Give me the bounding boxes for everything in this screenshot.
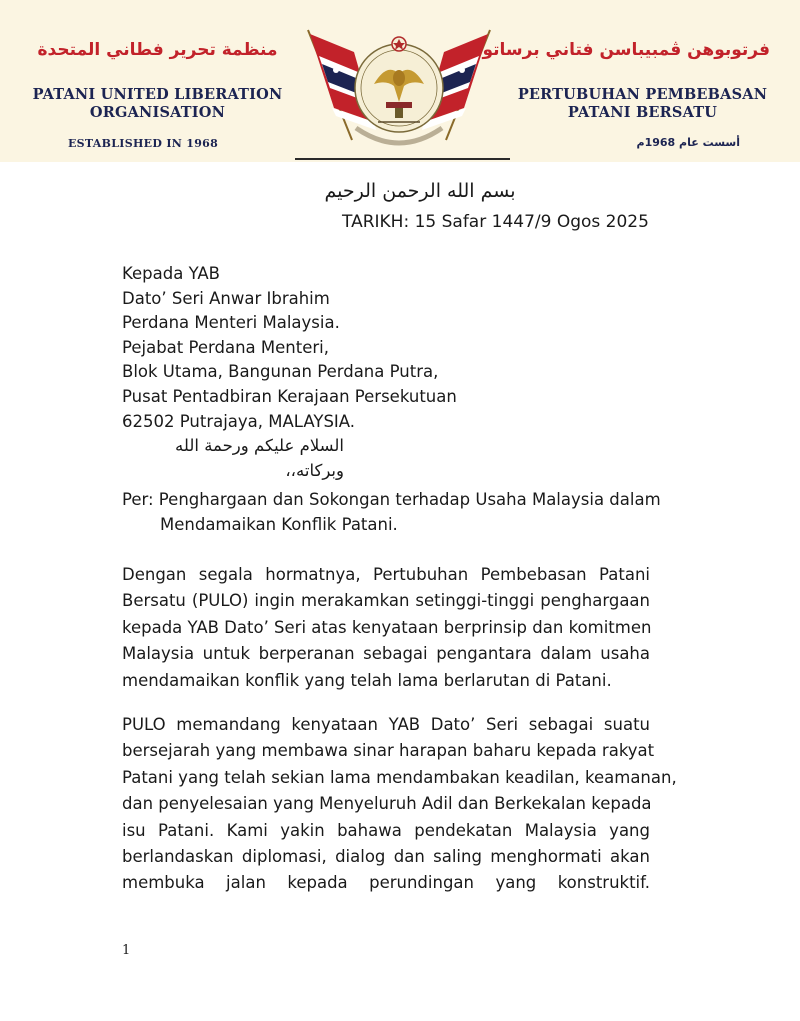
recipient-address (122, 262, 457, 483)
letterhead-left-block (30, 40, 285, 122)
paragraph-line: membuka jalan kepada perundingan yang konstruktif. (122, 873, 650, 893)
address-line: Kepada YAB (122, 264, 220, 283)
address-line: Perdana Menteri Malaysia. (122, 313, 340, 333)
address-line: 62502 Putrajaya, MALAYSIA. (122, 411, 356, 431)
body-paragraph-1 (122, 562, 650, 694)
address-line: Pejabat Perdana Menteri, (122, 337, 329, 357)
paragraph-line: mendamaikan konflik yang telah lama berlarutan di Patani. (122, 670, 612, 690)
central-seal-icon (355, 37, 443, 132)
salam-greeting: السلام عليكم ورحمة الله وبركاته،، (175, 436, 344, 480)
paragraph-line: isu Patani. Kami yakin bahawa pendekatan Malaysia yang (122, 820, 650, 840)
letterhead-right-block (482, 40, 770, 122)
malay-organisation-name-line1: PERTUBUHAN PEMBEBASAN (517, 86, 768, 103)
english-organisation-name-line1: PATANI UNITED LIBERATION (32, 86, 283, 103)
letter-date: TARIKH: 15 Safar 1447/9 Ogos 2025 (342, 212, 649, 232)
paragraph-line: PULO memandang kenyataan YAB Dato’ Seri sebagai suatu (122, 715, 650, 734)
basmala: بسم الله الرحمن الرحيم (324, 180, 516, 202)
paragraph-line: bersejarah yang membawa sinar harapan baharu kepada rakyat (122, 741, 655, 761)
established-arabic-text: أسست عام 1968م (636, 136, 740, 149)
address-line: Dato’ Seri Anwar Ibrahim (122, 288, 330, 308)
paragraph-line: kepada YAB Dato’ Seri atas kenyataan berprinsip dan komitmen (122, 617, 652, 637)
pulo-emblem-icon (292, 22, 506, 154)
subject-line-1: Per: Penghargaan dan Sokongan terhadap Usaha Malaysia dalam (122, 490, 661, 509)
paragraph-line: Malaysia untuk berperanan sebagai pengantara dalam usaha (122, 644, 650, 664)
address-line: Pusat Pentadbiran Kerajaan Persekutuan (122, 386, 457, 406)
body-paragraph-2 (122, 712, 677, 897)
arabic-organisation-name: منظمة تحرير فطاني المتحدة (37, 40, 278, 60)
subject-line (122, 488, 661, 537)
paragraph-line: berlandaskan diplomasi, dialog dan saling menghormati akan (122, 847, 650, 867)
header-divider (295, 158, 510, 160)
malay-organisation-name-line2: PATANI BERSATU (567, 104, 718, 121)
english-organisation-name-line2: ORGANISATION (89, 104, 226, 121)
paragraph-line: Bersatu (PULO) ingin merakamkan setinggi-tinggi penghargaan (122, 591, 650, 611)
established-text: ESTABLISHED IN 1968 (68, 137, 219, 150)
paragraph-line: Patani yang telah sekian lama mendambakan keadilan, keamanan, (122, 767, 677, 787)
letterhead (0, 0, 800, 162)
address-line: Blok Utama, Bangunan Perdana Putra, (122, 362, 439, 382)
paragraph-line: Dengan segala hormatnya, Pertubuhan Pembebasan Patani (122, 565, 650, 584)
page-number: 1 (122, 943, 131, 958)
jawi-organisation-name: فرتوبوهن ڤمبيباسن فتاني برساتو (482, 40, 770, 60)
paragraph-line: dan penyelesaian yang Menyeluruh Adil dan Berkekalan kepada (122, 794, 652, 814)
subject-line-2: Mendamaikan Konflik Patani. (160, 514, 398, 534)
